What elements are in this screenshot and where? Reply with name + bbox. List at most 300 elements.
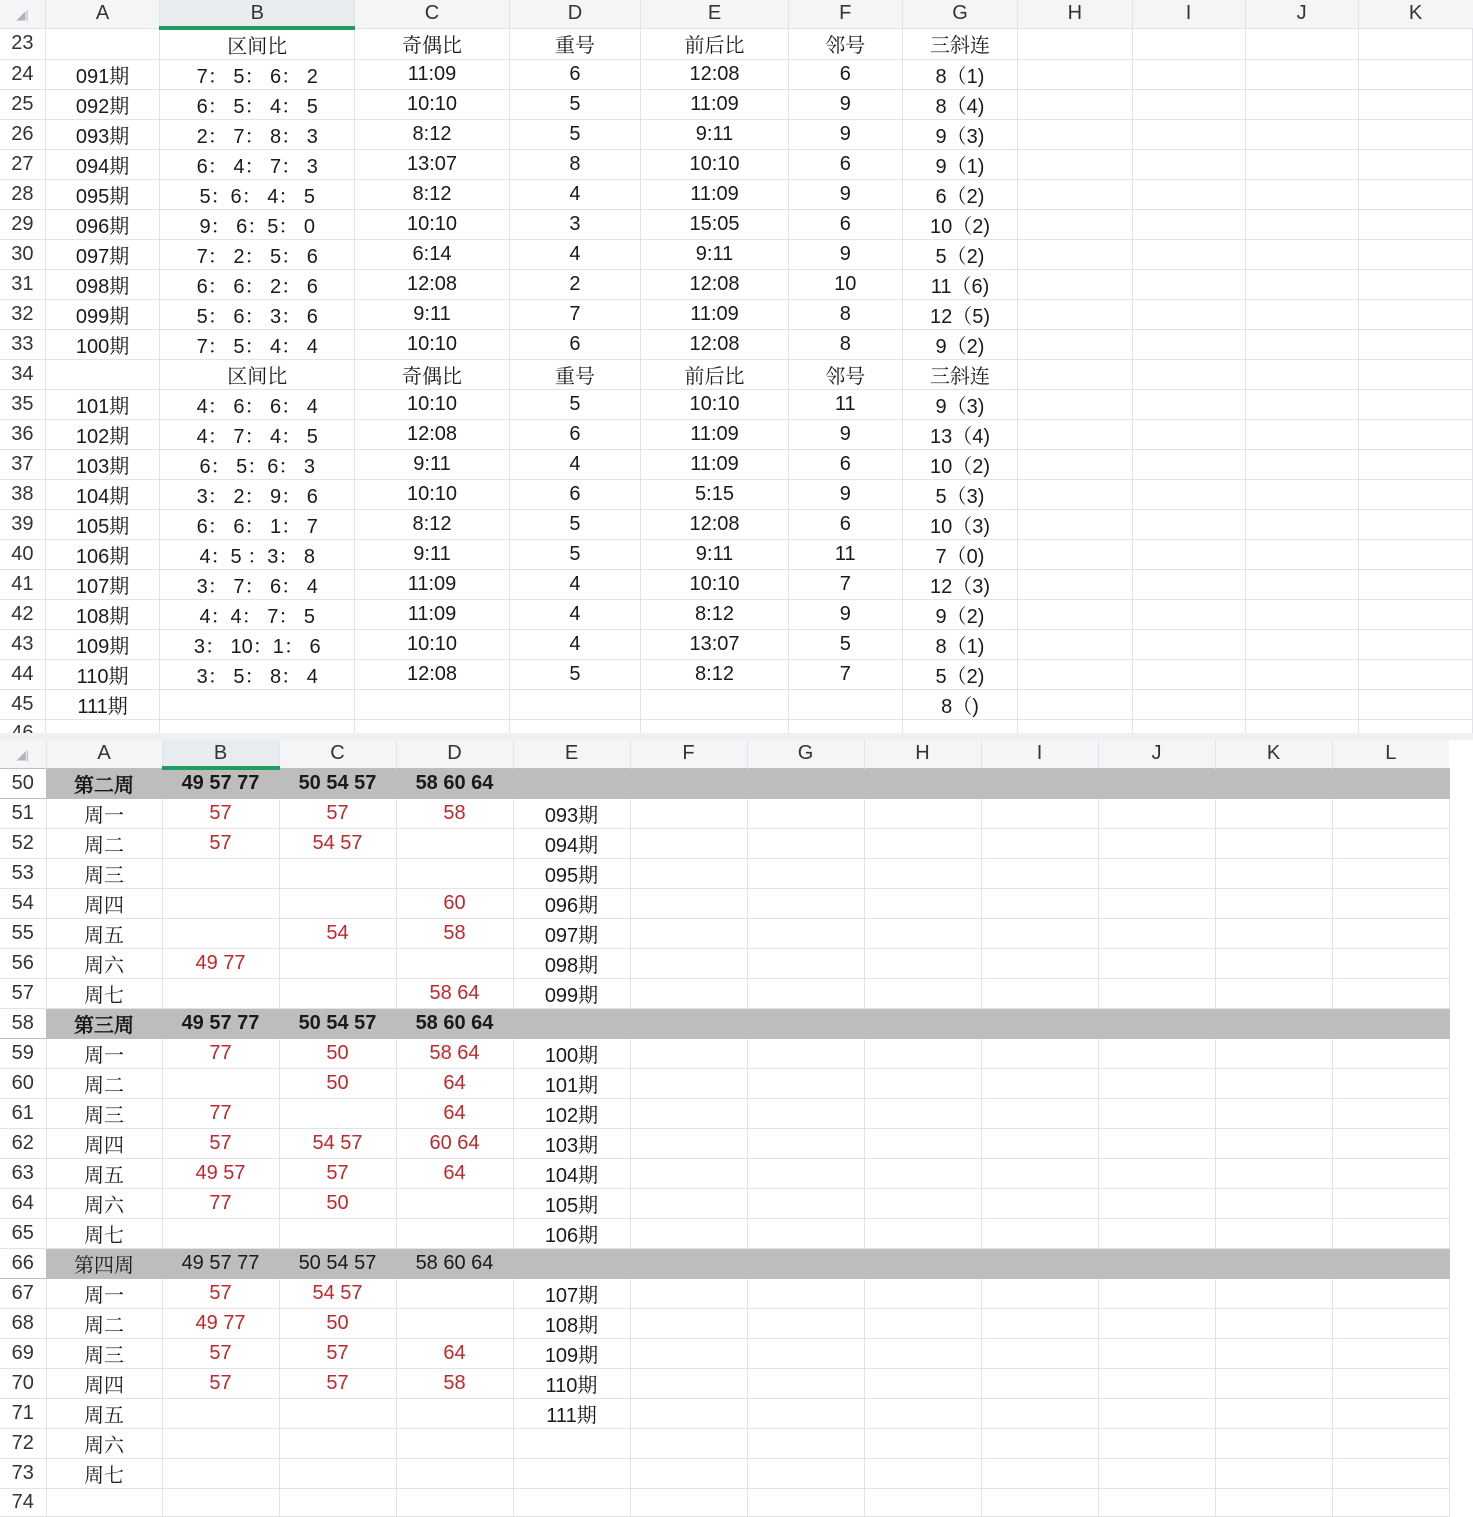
cell[interactable]: [1215, 1128, 1332, 1158]
cell[interactable]: 5： 6： 3： 6: [160, 300, 355, 330]
cell[interactable]: [1132, 660, 1245, 690]
cell[interactable]: [1018, 540, 1132, 570]
cell[interactable]: [1098, 1278, 1215, 1308]
cell[interactable]: [864, 1038, 981, 1068]
column-header-j[interactable]: J: [1245, 0, 1358, 28]
cell[interactable]: 10:10: [355, 330, 509, 360]
cell[interactable]: [1132, 28, 1245, 60]
cell[interactable]: [1132, 210, 1245, 240]
cell[interactable]: [1018, 28, 1132, 60]
cell[interactable]: [630, 888, 747, 918]
cell[interactable]: 4: [509, 240, 640, 270]
cell[interactable]: 5: [509, 120, 640, 150]
cell[interactable]: 周六: [46, 1428, 162, 1458]
cell[interactable]: 5（2): [902, 660, 1017, 690]
cell[interactable]: 58: [396, 798, 513, 828]
cell[interactable]: 092期: [45, 90, 159, 120]
cell[interactable]: 9:11: [641, 240, 789, 270]
cell[interactable]: 7： 2： 5： 6: [160, 240, 355, 270]
cell[interactable]: [630, 1158, 747, 1188]
column-header-a[interactable]: A: [45, 0, 159, 28]
cell[interactable]: 12:08: [355, 270, 509, 300]
cell[interactable]: 2: [509, 270, 640, 300]
cell[interactable]: [1132, 240, 1245, 270]
cell[interactable]: [1018, 210, 1132, 240]
cell[interactable]: [1245, 90, 1358, 120]
cell[interactable]: [1245, 510, 1358, 540]
cell[interactable]: [1358, 240, 1472, 270]
cell[interactable]: [279, 948, 396, 978]
cell[interactable]: [864, 858, 981, 888]
cell[interactable]: [162, 858, 279, 888]
cell[interactable]: 102期: [45, 420, 159, 450]
cell[interactable]: 103期: [513, 1128, 630, 1158]
cell[interactable]: 107期: [513, 1278, 630, 1308]
cell[interactable]: 12（5): [902, 300, 1017, 330]
cell[interactable]: [981, 1128, 1098, 1158]
cell[interactable]: 2： 7： 8： 3: [160, 120, 355, 150]
cell[interactable]: 9: [788, 240, 902, 270]
cell[interactable]: [1018, 600, 1132, 630]
cell[interactable]: [396, 1188, 513, 1218]
cell[interactable]: [1245, 600, 1358, 630]
cell[interactable]: 9: [788, 120, 902, 150]
cell[interactable]: 107期: [45, 570, 159, 600]
cell[interactable]: 周二: [46, 1068, 162, 1098]
cell[interactable]: [1332, 858, 1449, 888]
cell[interactable]: 6： 5： 4： 5: [160, 90, 355, 120]
cell[interactable]: 50: [279, 1188, 396, 1218]
cell[interactable]: [1332, 1128, 1449, 1158]
cell[interactable]: [1245, 360, 1358, 390]
cell[interactable]: 6： 4： 7： 3: [160, 150, 355, 180]
cell[interactable]: 57: [162, 1278, 279, 1308]
cell[interactable]: 8（1): [902, 60, 1017, 90]
cell[interactable]: 50: [279, 1068, 396, 1098]
cell[interactable]: [1215, 858, 1332, 888]
cell[interactable]: [630, 1398, 747, 1428]
cell[interactable]: [1132, 330, 1245, 360]
cell[interactable]: 104期: [45, 480, 159, 510]
cell[interactable]: [641, 690, 789, 720]
cell[interactable]: [1132, 690, 1245, 720]
column-header-i[interactable]: I: [981, 740, 1098, 768]
cell[interactable]: 12（3): [902, 570, 1017, 600]
row-header[interactable]: 64: [0, 1188, 46, 1218]
row-header[interactable]: 37: [0, 450, 45, 480]
cell[interactable]: 58 60 64: [396, 768, 513, 798]
cell[interactable]: [1215, 798, 1332, 828]
row-header[interactable]: 50: [0, 768, 46, 798]
cell[interactable]: [1245, 300, 1358, 330]
cell[interactable]: [1358, 540, 1472, 570]
cell[interactable]: [864, 978, 981, 1008]
cell[interactable]: [1245, 120, 1358, 150]
cell[interactable]: 58: [396, 1368, 513, 1398]
cell[interactable]: [1018, 630, 1132, 660]
cell[interactable]: [1358, 300, 1472, 330]
cell[interactable]: [1098, 858, 1215, 888]
cell[interactable]: [1098, 798, 1215, 828]
cell[interactable]: [747, 1338, 864, 1368]
cell[interactable]: 9: [788, 420, 902, 450]
cell[interactable]: [162, 1398, 279, 1428]
column-header-e[interactable]: E: [513, 740, 630, 768]
cell[interactable]: 5: [509, 540, 640, 570]
cell[interactable]: [864, 1068, 981, 1098]
cell[interactable]: [1332, 918, 1449, 948]
cell[interactable]: [1098, 1008, 1215, 1038]
cell[interactable]: 8:12: [355, 510, 509, 540]
cell[interactable]: [1245, 60, 1358, 90]
cell[interactable]: [1018, 150, 1132, 180]
cell[interactable]: [1018, 60, 1132, 90]
cell[interactable]: [630, 978, 747, 1008]
cell[interactable]: [279, 1098, 396, 1128]
cell[interactable]: [396, 1308, 513, 1338]
cell[interactable]: 49 77: [162, 1308, 279, 1338]
cell[interactable]: 6: [788, 510, 902, 540]
row-header[interactable]: 33: [0, 330, 45, 360]
cell[interactable]: 11:09: [641, 90, 789, 120]
cell[interactable]: [279, 858, 396, 888]
cell[interactable]: [1018, 570, 1132, 600]
cell[interactable]: [1358, 510, 1472, 540]
cell[interactable]: 15:05: [641, 210, 789, 240]
cell[interactable]: [1358, 150, 1472, 180]
cell[interactable]: 10:10: [355, 90, 509, 120]
row-header[interactable]: 74: [0, 1488, 46, 1516]
cell[interactable]: 57: [279, 798, 396, 828]
cell[interactable]: [1358, 420, 1472, 450]
cell[interactable]: [1358, 180, 1472, 210]
cell[interactable]: [981, 1278, 1098, 1308]
cell[interactable]: [747, 1128, 864, 1158]
cell[interactable]: 10（2): [902, 210, 1017, 240]
cell[interactable]: 区间比: [160, 360, 355, 390]
cell[interactable]: 6: [509, 480, 640, 510]
cell[interactable]: [864, 1278, 981, 1308]
cell[interactable]: [1358, 630, 1472, 660]
cell[interactable]: [396, 1398, 513, 1428]
cell[interactable]: 周三: [46, 1338, 162, 1368]
cell[interactable]: [981, 1068, 1098, 1098]
cell[interactable]: [1098, 1308, 1215, 1338]
row-header[interactable]: 31: [0, 270, 45, 300]
cell[interactable]: [1215, 1098, 1332, 1128]
cell[interactable]: 4：5 ：3： 8: [160, 540, 355, 570]
cell[interactable]: [1358, 28, 1472, 60]
cell[interactable]: [162, 888, 279, 918]
cell[interactable]: 104期: [513, 1158, 630, 1188]
column-header-b[interactable]: B: [162, 740, 279, 768]
column-header-i[interactable]: I: [1132, 0, 1245, 28]
cell[interactable]: 三斜连: [902, 28, 1017, 60]
cell[interactable]: [630, 948, 747, 978]
cell[interactable]: 101期: [513, 1068, 630, 1098]
cell[interactable]: 77: [162, 1038, 279, 1068]
cell[interactable]: [46, 1488, 162, 1516]
cell[interactable]: [1132, 420, 1245, 450]
cell[interactable]: [864, 1128, 981, 1158]
cell[interactable]: 11:09: [355, 570, 509, 600]
cell[interactable]: [1358, 600, 1472, 630]
cell[interactable]: [1132, 270, 1245, 300]
cell[interactable]: 58 60 64: [396, 1008, 513, 1038]
cell[interactable]: 周六: [46, 1188, 162, 1218]
cell[interactable]: [1358, 690, 1472, 720]
cell[interactable]: [630, 1038, 747, 1068]
cell[interactable]: 前后比: [641, 360, 789, 390]
cell[interactable]: [1018, 120, 1132, 150]
cell[interactable]: [864, 798, 981, 828]
cell[interactable]: [513, 768, 630, 798]
cell[interactable]: [747, 1218, 864, 1248]
column-header-e[interactable]: E: [641, 0, 789, 28]
cell[interactable]: 10:10: [641, 150, 789, 180]
cell[interactable]: [279, 1218, 396, 1248]
cell[interactable]: [1132, 570, 1245, 600]
cell[interactable]: 9： 6：5： 0: [160, 210, 355, 240]
cell[interactable]: [396, 1458, 513, 1488]
cell[interactable]: 102期: [513, 1098, 630, 1128]
cell[interactable]: 重号: [509, 28, 640, 60]
cell[interactable]: 8: [788, 330, 902, 360]
cell[interactable]: [1215, 888, 1332, 918]
cell[interactable]: [1358, 120, 1472, 150]
cell[interactable]: 098期: [45, 270, 159, 300]
row-header[interactable]: 65: [0, 1218, 46, 1248]
cell[interactable]: [513, 1488, 630, 1516]
cell[interactable]: 5:15: [641, 480, 789, 510]
cell[interactable]: 4： 6： 6： 4: [160, 390, 355, 420]
cell[interactable]: [1245, 630, 1358, 660]
cell[interactable]: [1132, 630, 1245, 660]
cell[interactable]: 6: [509, 330, 640, 360]
cell[interactable]: [864, 1158, 981, 1188]
cell[interactable]: 54 57: [279, 1128, 396, 1158]
row-header[interactable]: 42: [0, 600, 45, 630]
cell[interactable]: [630, 1068, 747, 1098]
cell[interactable]: 106期: [45, 540, 159, 570]
cell[interactable]: [864, 1488, 981, 1516]
cell[interactable]: [747, 948, 864, 978]
cell[interactable]: 10:10: [355, 390, 509, 420]
cell[interactable]: 60: [396, 888, 513, 918]
cell[interactable]: [1132, 360, 1245, 390]
cell[interactable]: 9（1): [902, 150, 1017, 180]
cell[interactable]: 周六: [46, 948, 162, 978]
cell[interactable]: [1018, 300, 1132, 330]
cell[interactable]: 093期: [45, 120, 159, 150]
cell[interactable]: 周七: [46, 1218, 162, 1248]
cell[interactable]: 9:11: [641, 120, 789, 150]
cell[interactable]: [160, 690, 355, 720]
cell[interactable]: [1245, 660, 1358, 690]
cell[interactable]: [1332, 1098, 1449, 1128]
cell[interactable]: [1358, 330, 1472, 360]
cell[interactable]: [1132, 150, 1245, 180]
cell[interactable]: [1018, 360, 1132, 390]
cell[interactable]: 4：4： 7： 5: [160, 600, 355, 630]
cell[interactable]: 093期: [513, 798, 630, 828]
cell[interactable]: [1018, 420, 1132, 450]
cell[interactable]: 11: [788, 390, 902, 420]
cell[interactable]: [1332, 978, 1449, 1008]
cell[interactable]: 091期: [45, 60, 159, 90]
cell[interactable]: [864, 888, 981, 918]
cell[interactable]: 11:09: [641, 180, 789, 210]
cell[interactable]: [747, 1098, 864, 1128]
cell[interactable]: [45, 360, 159, 390]
row-header[interactable]: 41: [0, 570, 45, 600]
cell[interactable]: 周二: [46, 1308, 162, 1338]
cell[interactable]: [1215, 1488, 1332, 1516]
cell[interactable]: [1215, 1068, 1332, 1098]
cell[interactable]: 第四周: [46, 1248, 162, 1278]
row-header[interactable]: 66: [0, 1248, 46, 1278]
cell[interactable]: [981, 768, 1098, 798]
cell[interactable]: 13:07: [355, 150, 509, 180]
cell[interactable]: [1358, 660, 1472, 690]
cell[interactable]: [396, 1428, 513, 1458]
cell[interactable]: [981, 1098, 1098, 1128]
cell[interactable]: [1358, 390, 1472, 420]
cell[interactable]: 64: [396, 1068, 513, 1098]
row-header[interactable]: 70: [0, 1368, 46, 1398]
cell[interactable]: 5：6： 4： 5: [160, 180, 355, 210]
cell[interactable]: [1098, 1188, 1215, 1218]
cell[interactable]: 10:10: [355, 210, 509, 240]
cell[interactable]: [509, 690, 640, 720]
cell[interactable]: 57: [279, 1368, 396, 1398]
cell[interactable]: [864, 1308, 981, 1338]
cell[interactable]: [747, 978, 864, 1008]
cell[interactable]: 3： 2： 9： 6: [160, 480, 355, 510]
cell[interactable]: [1332, 1038, 1449, 1068]
column-header-f[interactable]: F: [630, 740, 747, 768]
cell[interactable]: [1132, 120, 1245, 150]
cell[interactable]: 6:14: [355, 240, 509, 270]
row-header[interactable]: 51: [0, 798, 46, 828]
cell[interactable]: [1245, 390, 1358, 420]
cell[interactable]: 8（1): [902, 630, 1017, 660]
cell[interactable]: 周一: [46, 798, 162, 828]
column-header-f[interactable]: F: [788, 0, 902, 28]
cell[interactable]: [788, 690, 902, 720]
cell[interactable]: [747, 1038, 864, 1068]
cell[interactable]: [1098, 1368, 1215, 1398]
column-header-k[interactable]: K: [1215, 740, 1332, 768]
cell[interactable]: [1098, 1158, 1215, 1188]
cell[interactable]: [981, 1008, 1098, 1038]
cell[interactable]: [1332, 1248, 1449, 1278]
cell[interactable]: 第二周: [46, 768, 162, 798]
cell[interactable]: 50 54 57: [279, 1008, 396, 1038]
cell[interactable]: 100期: [45, 330, 159, 360]
cell[interactable]: [1332, 1368, 1449, 1398]
cell[interactable]: 13:07: [641, 630, 789, 660]
cell[interactable]: 8:12: [641, 600, 789, 630]
cell[interactable]: [1132, 180, 1245, 210]
column-header-j[interactable]: J: [1098, 740, 1215, 768]
cell[interactable]: [1215, 1278, 1332, 1308]
cell[interactable]: 5（2): [902, 240, 1017, 270]
cell[interactable]: 097期: [45, 240, 159, 270]
cell[interactable]: 49 57: [162, 1158, 279, 1188]
row-header[interactable]: 58: [0, 1008, 46, 1038]
cell[interactable]: 周四: [46, 888, 162, 918]
cell[interactable]: 6： 6： 1： 7: [160, 510, 355, 540]
cell[interactable]: [513, 1248, 630, 1278]
cell[interactable]: [162, 1428, 279, 1458]
cell[interactable]: [1245, 28, 1358, 60]
cell[interactable]: [279, 1488, 396, 1516]
cell[interactable]: [747, 828, 864, 858]
column-header-c[interactable]: C: [279, 740, 396, 768]
cell[interactable]: [1132, 390, 1245, 420]
cell[interactable]: 9（3): [902, 390, 1017, 420]
cell[interactable]: [1098, 768, 1215, 798]
cell[interactable]: 9（2): [902, 330, 1017, 360]
cell[interactable]: [1215, 918, 1332, 948]
row-header[interactable]: 43: [0, 630, 45, 660]
cell[interactable]: 094期: [45, 150, 159, 180]
cell[interactable]: 64: [396, 1158, 513, 1188]
row-header[interactable]: 34: [0, 360, 45, 390]
cell[interactable]: [630, 1248, 747, 1278]
cell[interactable]: 9: [788, 180, 902, 210]
cell[interactable]: [1245, 450, 1358, 480]
cell[interactable]: 12:08: [355, 420, 509, 450]
cell[interactable]: [1215, 1008, 1332, 1038]
row-header[interactable]: 39: [0, 510, 45, 540]
cell[interactable]: [630, 1188, 747, 1218]
cell[interactable]: [1245, 420, 1358, 450]
cell[interactable]: 3: [509, 210, 640, 240]
cell[interactable]: 49 77: [162, 948, 279, 978]
row-header[interactable]: 71: [0, 1398, 46, 1428]
cell[interactable]: [747, 1008, 864, 1038]
cell[interactable]: [162, 918, 279, 948]
cell[interactable]: [1332, 1428, 1449, 1458]
cell[interactable]: 097期: [513, 918, 630, 948]
row-header[interactable]: 27: [0, 150, 45, 180]
cell[interactable]: [1018, 90, 1132, 120]
cell[interactable]: [1018, 270, 1132, 300]
cell[interactable]: [396, 1278, 513, 1308]
cell[interactable]: [1098, 1218, 1215, 1248]
cell[interactable]: 8:12: [641, 660, 789, 690]
cell[interactable]: 57: [279, 1338, 396, 1368]
column-header-k[interactable]: K: [1358, 0, 1472, 28]
cell[interactable]: [981, 798, 1098, 828]
row-header[interactable]: 59: [0, 1038, 46, 1068]
row-header[interactable]: 25: [0, 90, 45, 120]
cell[interactable]: [630, 1488, 747, 1516]
row-header[interactable]: 73: [0, 1458, 46, 1488]
cell[interactable]: [1018, 450, 1132, 480]
cell[interactable]: 58: [396, 918, 513, 948]
cell[interactable]: 周七: [46, 978, 162, 1008]
cell[interactable]: [1215, 978, 1332, 1008]
cell[interactable]: 5: [509, 660, 640, 690]
row-header[interactable]: 45: [0, 690, 45, 720]
cell[interactable]: [1215, 828, 1332, 858]
cell[interactable]: 3： 7： 6： 4: [160, 570, 355, 600]
cell[interactable]: 10:10: [641, 570, 789, 600]
cell[interactable]: [630, 1428, 747, 1458]
